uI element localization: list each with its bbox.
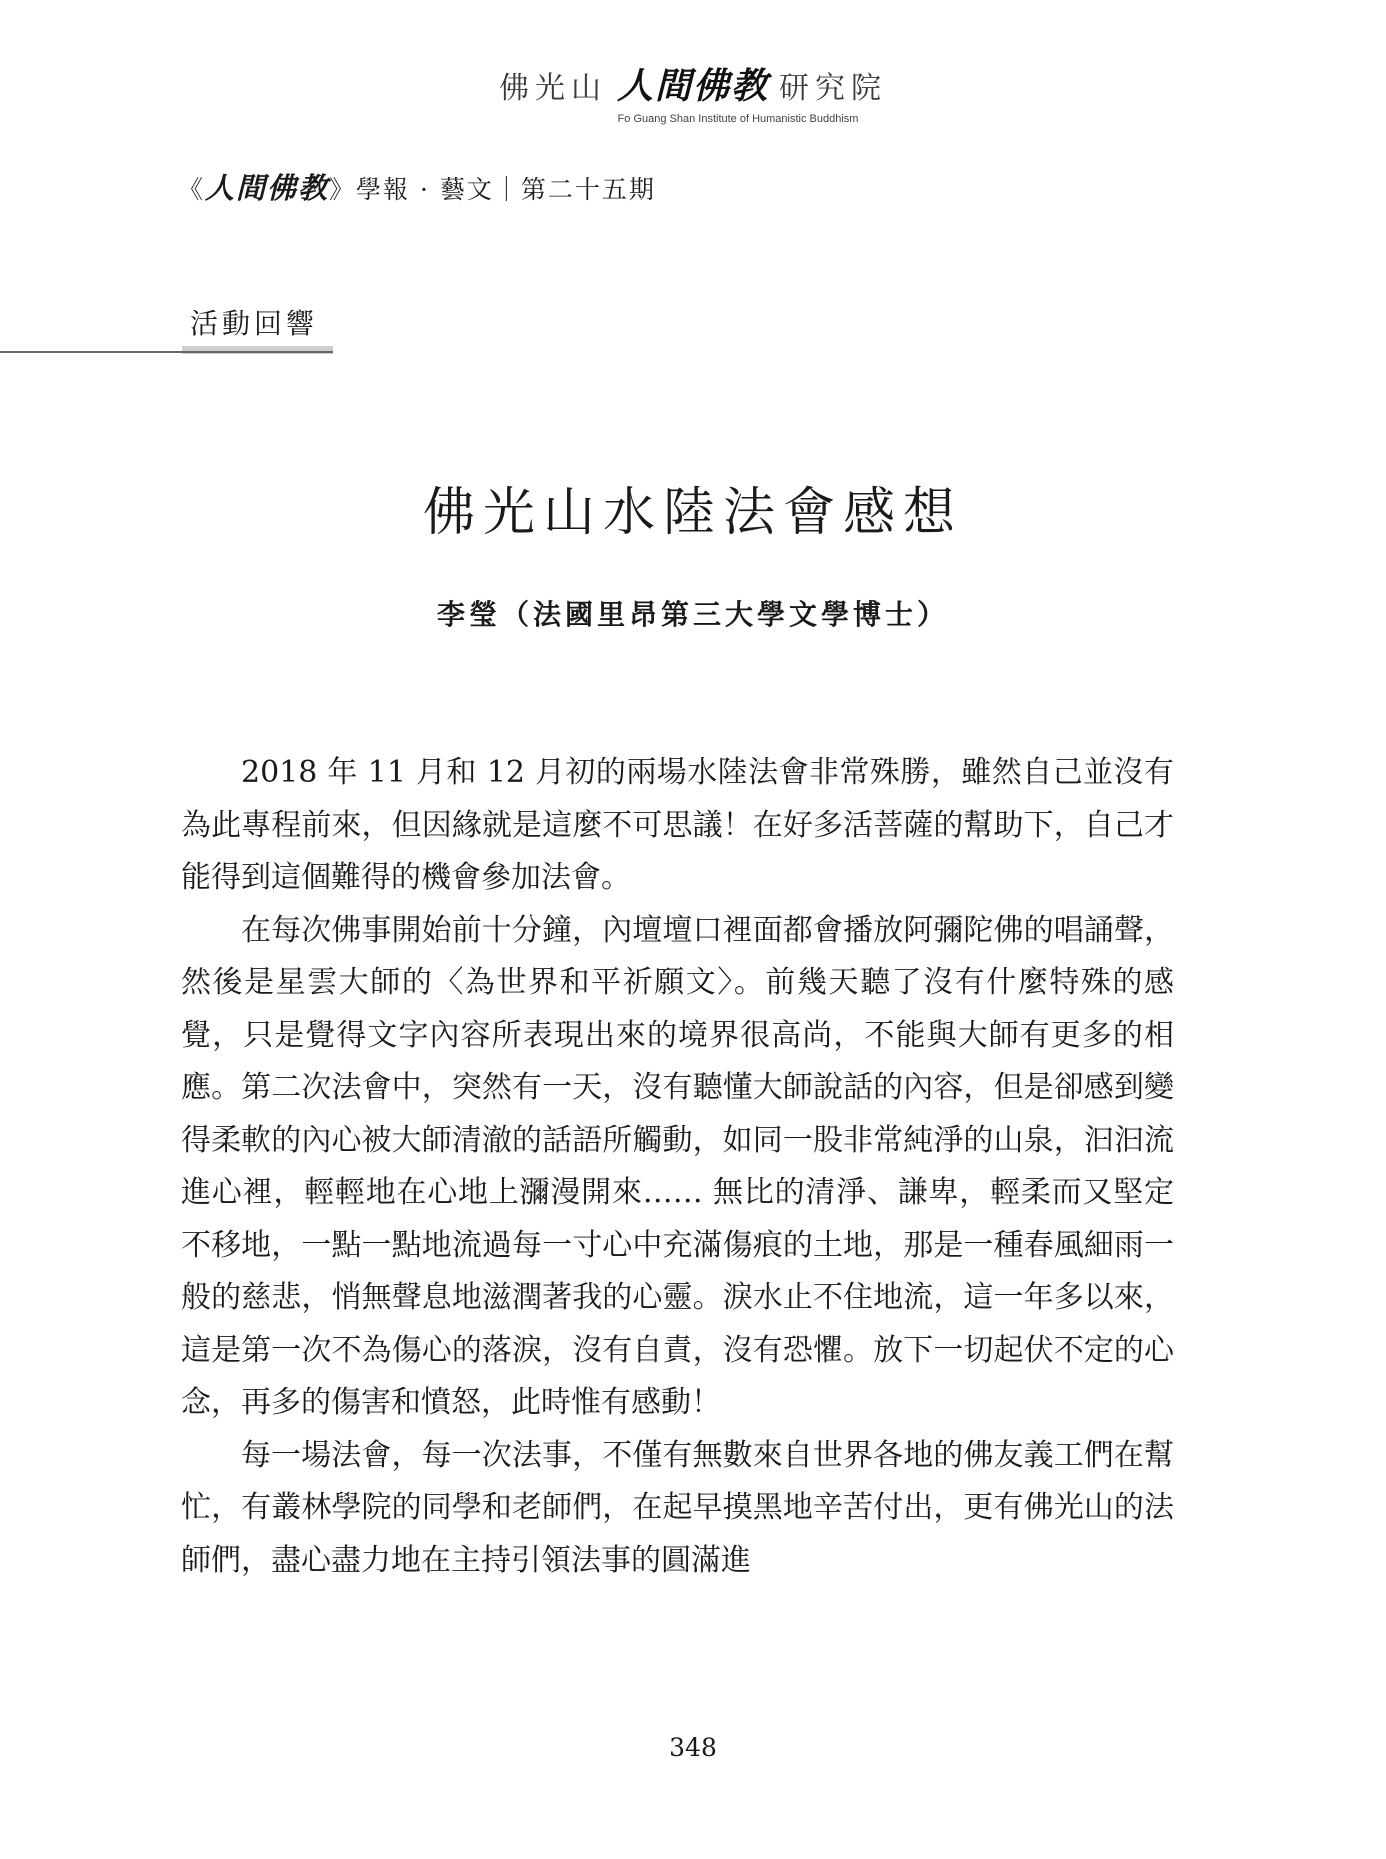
journal-brand: 人間佛教 [205, 171, 330, 205]
journal-open-bracket: 《 [178, 175, 206, 204]
article-title: 佛光山水陸法會感想 [422, 483, 963, 543]
journal-running-head [178, 166, 656, 207]
section-label: 活動回響 [190, 307, 319, 340]
institute-prefix: 佛光山 [498, 71, 607, 106]
journal-issue: 》學報 · 藝文｜第二十五期 [329, 175, 656, 204]
institute-english-name: Fo Guang Shan Institute of Humanistic Buddhism [617, 113, 859, 125]
institute-name [0, 58, 1386, 109]
institute-header [0, 58, 1386, 125]
paragraph: 每一場法會，每一次法事，不僅有無數來自世界各地的佛友義工們在幫忙，有叢林學院的同學和老師們，在起早摸黑地辛苦付出，更有佛光山的法師們，盡心盡力地在主持引領法事的圓滿進 [181, 1437, 1174, 1578]
institute-suffix: 研究院 [779, 71, 887, 106]
paragraph: 在每次佛事開始前十分鐘，內壇壇口裡面都會播放阿彌陀佛的唱誦聲，然後是星雲大師的〈為世界和平祈願文〉。前幾天聽了沒有什麼特殊的感覺，只是覺得文字內容所表現出來的境界很高尚，不能與大師有更多的相應。第二次法會中，突然有一天，沒有聽懂大師說話的內容，但是卻感到變得柔軟的內心被大師清澈的話語所觸動，如同一股非常純淨的山泉，汩汩流進心裡，輕輕地在心地上瀰漫開來…… 無比的清淨、謙卑，輕柔而又堅定不移地，一點一點地流過每一寸心中充滿傷痕的土地，那是一種春風細雨一般的慈悲，悄無聲息地滋潤著我的心靈。淚水止不住地流，這一年多以來，這是第一次不為傷心的落淚，沒有自責，沒有恐懼。放下一切起伏不定的心念，再多的傷害和憤怒，此時惟有感動！ [181, 912, 1174, 1420]
article-body [181, 747, 1174, 1587]
section-divider [0, 351, 333, 353]
paragraph: 2018 年 11 月和 12 月初的兩場水陸法會非常殊勝，雖然自己並沒有為此專程前來，但因緣就是這麼不可思議！在好多活菩薩的幫助下，自己才能得到這個難得的機會參加法會。 [181, 755, 1174, 895]
page-number: 348 [669, 1733, 717, 1762]
institute-brand-logo: 人間佛教 [616, 65, 769, 107]
article-author: 李瑩（法國里昂第三大學文學博士） [436, 598, 949, 631]
